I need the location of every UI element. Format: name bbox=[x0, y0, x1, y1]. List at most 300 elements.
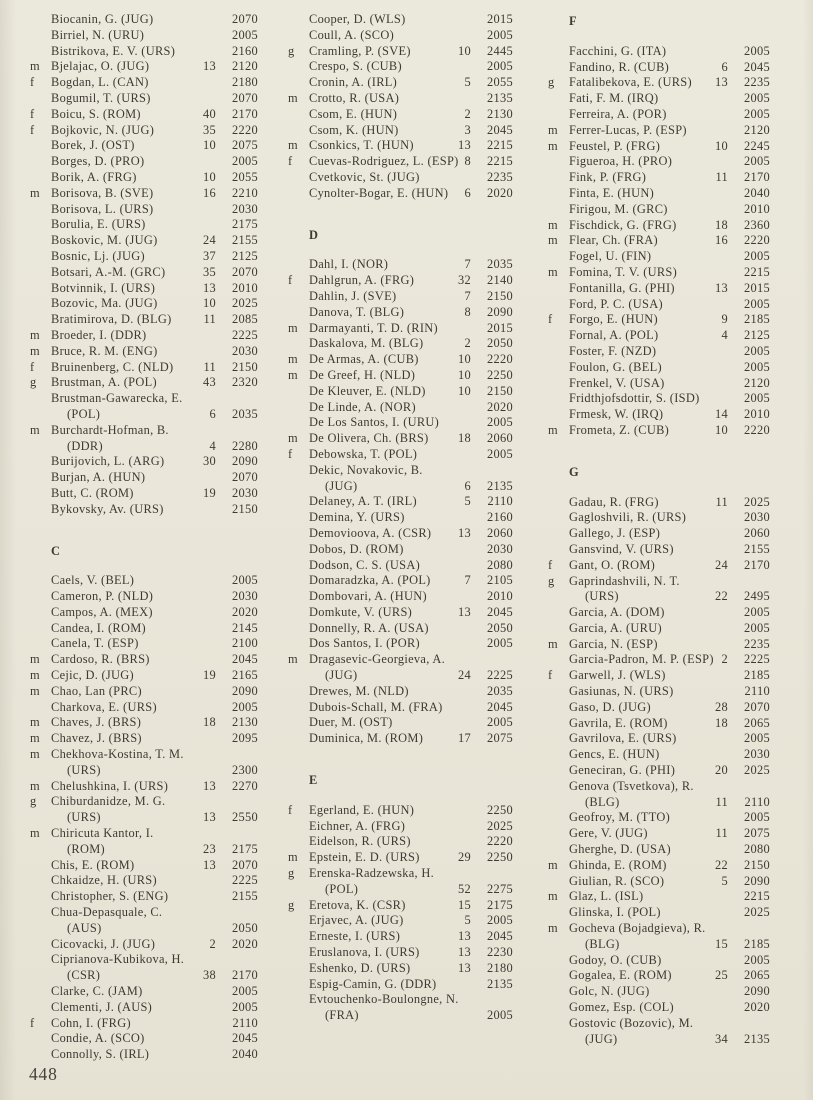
entry-name: Garcia, A. (DOM) bbox=[569, 605, 665, 620]
entry-rating: 2280 bbox=[232, 438, 258, 453]
entry-name: Geneciran, G. (PHI) bbox=[569, 763, 676, 778]
entry-name: Fogel, U. (FIN) bbox=[569, 249, 652, 264]
entry-rating: 2065 bbox=[744, 968, 770, 983]
list-item bbox=[548, 233, 772, 249]
rating-list-column-left bbox=[30, 12, 260, 1063]
entry-name: Frmesk, W. (IRQ) bbox=[569, 407, 664, 422]
entry-name: Boicu, S. (ROM) bbox=[51, 106, 141, 121]
entry-games: 7 bbox=[464, 573, 471, 588]
entry-name: Garwell, J. (WLS) bbox=[569, 668, 666, 683]
entry-games: 15 bbox=[715, 936, 728, 951]
list-item bbox=[288, 289, 515, 305]
entry-name: Foster, F. (NZD) bbox=[569, 343, 657, 358]
list-item bbox=[548, 953, 772, 969]
list-item bbox=[548, 186, 772, 202]
list-item bbox=[548, 1000, 772, 1016]
entry-name: Borisova, B. (SVE) bbox=[51, 185, 154, 200]
list-item bbox=[30, 779, 260, 795]
list-item bbox=[288, 463, 515, 479]
entry-name: Evtouchenko-Boulongne, N. bbox=[309, 992, 459, 1007]
entry-name: Duer, M. (OST) bbox=[309, 715, 393, 730]
entry-name: Cohn, I. (FRG) bbox=[51, 1015, 131, 1030]
entry-rating: 2180 bbox=[232, 75, 258, 90]
list-item bbox=[548, 170, 772, 186]
entry-name: Chiburdanidze, M. G. bbox=[51, 794, 166, 809]
title-prefix: m bbox=[548, 636, 558, 651]
list-item bbox=[288, 170, 515, 186]
entry-name: Glaz, L. (ISL) bbox=[569, 889, 644, 904]
entry-name: Bozovic, Ma. (JUG) bbox=[51, 296, 158, 311]
entry-name: Bruce, R. M. (ENG) bbox=[51, 343, 158, 358]
entry-rating: 2135 bbox=[487, 478, 513, 493]
entry-rating: 2550 bbox=[232, 810, 258, 825]
entry-rating: 2090 bbox=[744, 984, 770, 999]
entry-name: Connolly, S. (IRL) bbox=[51, 1047, 150, 1062]
entry-rating: 2235 bbox=[744, 636, 770, 651]
entry-name: Campos, A. (MEX) bbox=[51, 604, 153, 619]
title-prefix: g bbox=[548, 75, 555, 90]
entry-name: Cameron, P. (NLD) bbox=[51, 589, 154, 604]
entry-name: Fandino, R. (CUB) bbox=[569, 59, 670, 74]
entry-name: Eruslanova, I. (URS) bbox=[309, 945, 420, 960]
entry-name: Csonkics, T. (HUN) bbox=[309, 138, 414, 153]
list-item bbox=[30, 652, 260, 668]
entry-name: (BLG) bbox=[585, 794, 620, 809]
entry-games: 25 bbox=[715, 968, 728, 983]
list-item bbox=[548, 344, 772, 360]
list-item bbox=[548, 123, 772, 139]
list-item bbox=[30, 905, 260, 921]
entry-rating: 2120 bbox=[744, 122, 770, 137]
title-prefix: f bbox=[288, 273, 293, 288]
list-item bbox=[288, 882, 515, 898]
entry-name: Daskalova, M. (BLG) bbox=[309, 336, 424, 351]
entry-name: De Olivera, Ch. (BRS) bbox=[309, 431, 429, 446]
list-item bbox=[288, 510, 515, 526]
entry-name: (CSR) bbox=[67, 968, 101, 983]
entry-games: 16 bbox=[203, 185, 216, 200]
list-item bbox=[30, 391, 260, 407]
list-item bbox=[548, 937, 772, 953]
title-prefix: m bbox=[30, 343, 40, 358]
entry-games: 23 bbox=[203, 841, 216, 856]
list-item bbox=[288, 12, 515, 28]
entry-rating: 2005 bbox=[487, 1008, 513, 1023]
page-number: 448 bbox=[29, 1064, 58, 1084]
list-item bbox=[288, 621, 515, 637]
entry-games: 24 bbox=[715, 557, 728, 572]
entry-rating: 2090 bbox=[232, 454, 258, 469]
entry-rating: 2005 bbox=[487, 59, 513, 74]
list-item bbox=[30, 937, 260, 953]
list-item bbox=[548, 1016, 772, 1032]
entry-name: (URS) bbox=[67, 810, 101, 825]
entry-rating: 2150 bbox=[232, 501, 258, 516]
list-item bbox=[30, 407, 260, 423]
entry-rating: 2150 bbox=[232, 359, 258, 374]
entry-games: 16 bbox=[715, 233, 728, 248]
entry-name: Borulia, E. (URS) bbox=[51, 217, 146, 232]
entry-games: 32 bbox=[458, 273, 471, 288]
entry-games: 11 bbox=[203, 359, 216, 374]
list-item bbox=[288, 479, 515, 495]
list-item bbox=[30, 842, 260, 858]
entry-name: Gaso, D. (JUG) bbox=[569, 699, 651, 714]
title-prefix: m bbox=[288, 367, 298, 382]
list-item bbox=[30, 249, 260, 265]
entry-rating: 2210 bbox=[232, 185, 258, 200]
entry-rating: 2120 bbox=[744, 375, 770, 390]
list-item bbox=[30, 826, 260, 842]
entry-rating: 2160 bbox=[232, 43, 258, 58]
list-item bbox=[30, 202, 260, 218]
entry-name: Cicovacki, J. (JUG) bbox=[51, 936, 156, 951]
entry-name: (POL) bbox=[67, 406, 101, 421]
entry-games: 6 bbox=[464, 478, 471, 493]
list-item bbox=[288, 866, 515, 882]
list-item bbox=[288, 59, 515, 75]
entry-games: 8 bbox=[464, 154, 471, 169]
entry-rating: 2090 bbox=[487, 304, 513, 319]
entry-rating: 2250 bbox=[487, 850, 513, 865]
list-item bbox=[548, 139, 772, 155]
entry-rating: 2040 bbox=[744, 185, 770, 200]
section-header: F bbox=[569, 14, 578, 28]
title-prefix: f bbox=[30, 1015, 35, 1030]
list-item bbox=[288, 668, 515, 684]
entry-name: Eichner, A. (FRG) bbox=[309, 818, 406, 833]
entry-rating: 2005 bbox=[232, 154, 258, 169]
entry-games: 11 bbox=[715, 170, 728, 185]
entry-rating: 2005 bbox=[744, 952, 770, 967]
list-item bbox=[548, 75, 772, 91]
entry-rating: 2015 bbox=[487, 320, 513, 335]
entry-name: Cynolter-Bogar, E. (HUN) bbox=[309, 185, 449, 200]
entry-rating: 2170 bbox=[744, 170, 770, 185]
entry-name: Gherghe, D. (USA) bbox=[569, 842, 671, 857]
entry-name: Egerland, E. (HUN) bbox=[309, 802, 415, 817]
entry-games: 10 bbox=[715, 422, 728, 437]
entry-rating: 2170 bbox=[744, 557, 770, 572]
entry-rating: 2185 bbox=[744, 936, 770, 951]
entry-name: Domaradzka, A. (POL) bbox=[309, 573, 431, 588]
list-item bbox=[548, 391, 772, 407]
list-item bbox=[288, 977, 515, 993]
list-item bbox=[548, 423, 772, 439]
entry-games: 18 bbox=[715, 217, 728, 232]
entry-rating: 2220 bbox=[232, 122, 258, 137]
entry-name: Gogalea, E. (ROM) bbox=[569, 968, 672, 983]
entry-name: Forgo, E. (HUN) bbox=[569, 312, 658, 327]
entry-games: 10 bbox=[203, 169, 216, 184]
list-item bbox=[548, 921, 772, 937]
entry-name: (JUG) bbox=[585, 1031, 618, 1046]
entry-name: Epstein, E. D. (URS) bbox=[309, 850, 420, 865]
entry-name: Candea, I. (ROM) bbox=[51, 620, 146, 635]
list-item bbox=[30, 186, 260, 202]
list-item bbox=[548, 621, 772, 637]
list-item bbox=[548, 889, 772, 905]
entry-rating: 2080 bbox=[487, 557, 513, 572]
entry-games: 19 bbox=[203, 668, 216, 683]
entry-games: 13 bbox=[715, 280, 728, 295]
list-item bbox=[548, 668, 772, 684]
list-item bbox=[288, 992, 515, 1008]
list-item bbox=[30, 360, 260, 376]
entry-name: Ford, P. C. (USA) bbox=[569, 296, 663, 311]
entry-name: Ciprianova-Kubikova, H. bbox=[51, 952, 185, 967]
entry-name: Charkova, E. (URS) bbox=[51, 699, 157, 714]
entry-rating: 2010 bbox=[744, 201, 770, 216]
entry-name: (URS) bbox=[67, 762, 101, 777]
list-item bbox=[288, 447, 515, 463]
entry-name: Fridthjofsdottir, S. (ISD) bbox=[569, 391, 700, 406]
list-item bbox=[30, 423, 260, 439]
list-item bbox=[548, 637, 772, 653]
entry-name: Dobos, D. (ROM) bbox=[309, 541, 404, 556]
entry-name: Chaves, J. (BRS) bbox=[51, 715, 142, 730]
list-item bbox=[548, 328, 772, 344]
title-prefix: m bbox=[30, 778, 40, 793]
list-item bbox=[548, 495, 772, 511]
list-item bbox=[288, 700, 515, 716]
entry-rating: 2005 bbox=[744, 810, 770, 825]
entry-games: 18 bbox=[458, 431, 471, 446]
entry-name: Glinska, I. (POL) bbox=[569, 905, 661, 920]
entry-rating: 2010 bbox=[487, 589, 513, 604]
list-item bbox=[30, 731, 260, 747]
entry-name: Figueroa, H. (PRO) bbox=[569, 154, 673, 169]
entry-games: 52 bbox=[458, 881, 471, 896]
entry-name: Borik, A. (FRG) bbox=[51, 169, 137, 184]
entry-games: 10 bbox=[458, 43, 471, 58]
entry-name: Gagloshvili, R. (URS) bbox=[569, 510, 687, 525]
entry-rating: 2085 bbox=[232, 312, 258, 327]
list-item bbox=[548, 574, 772, 590]
title-prefix: m bbox=[288, 352, 298, 367]
title-prefix: m bbox=[30, 715, 40, 730]
list-item bbox=[30, 59, 260, 75]
entry-games: 2 bbox=[464, 336, 471, 351]
entry-name: Geofroy, M. (TTO) bbox=[569, 810, 671, 825]
entry-rating: 2075 bbox=[487, 731, 513, 746]
list-item bbox=[288, 75, 515, 91]
entry-rating: 2105 bbox=[487, 573, 513, 588]
entry-games: 5 bbox=[464, 913, 471, 928]
entry-name: De Armas, A. (CUB) bbox=[309, 352, 419, 367]
entry-name: Espig-Camin, G. (DDR) bbox=[309, 976, 437, 991]
list-item bbox=[288, 123, 515, 139]
entry-rating: 2225 bbox=[487, 668, 513, 683]
entry-name: Eshenko, D. (URS) bbox=[309, 960, 411, 975]
entry-name: (BLG) bbox=[585, 936, 620, 951]
entry-name: Canela, T. (ESP) bbox=[51, 636, 139, 651]
list-item bbox=[288, 336, 515, 352]
entry-games: 13 bbox=[458, 525, 471, 540]
entry-rating: 2005 bbox=[487, 913, 513, 928]
entry-name: Dubois-Schall, M. (FRA) bbox=[309, 699, 443, 714]
list-item bbox=[288, 652, 515, 668]
entry-name: (JUG) bbox=[325, 668, 358, 683]
list-item bbox=[30, 921, 260, 937]
title-prefix: g bbox=[288, 43, 295, 58]
entry-games: 5 bbox=[721, 873, 728, 888]
list-item bbox=[288, 945, 515, 961]
entry-rating: 2225 bbox=[232, 873, 258, 888]
entry-games: 13 bbox=[458, 960, 471, 975]
entry-rating: 2015 bbox=[487, 12, 513, 26]
entry-name: Fati, F. M. (IRQ) bbox=[569, 91, 659, 106]
list-item bbox=[288, 431, 515, 447]
entry-rating: 2185 bbox=[744, 668, 770, 683]
entry-rating: 2060 bbox=[487, 431, 513, 446]
entry-name: Condie, A. (SCO) bbox=[51, 1031, 145, 1046]
entry-rating: 2235 bbox=[744, 75, 770, 90]
entry-rating: 2225 bbox=[232, 327, 258, 342]
entry-name: Facchini, G. (ITA) bbox=[569, 43, 667, 58]
list-item bbox=[288, 558, 515, 574]
entry-rating: 2005 bbox=[232, 999, 258, 1014]
entry-games: 37 bbox=[203, 248, 216, 263]
list-item bbox=[30, 747, 260, 763]
list-item bbox=[30, 636, 260, 652]
entry-name: Caels, V. (BEL) bbox=[51, 573, 135, 588]
list-item bbox=[548, 652, 772, 668]
list-item bbox=[548, 779, 772, 795]
list-item bbox=[548, 858, 772, 874]
entry-games: 2 bbox=[721, 652, 728, 667]
entry-name: Eretova, K. (CSR) bbox=[309, 897, 406, 912]
title-prefix: f bbox=[548, 557, 553, 572]
entry-rating: 2220 bbox=[487, 352, 513, 367]
entry-rating: 2030 bbox=[232, 589, 258, 604]
entry-rating: 2035 bbox=[487, 683, 513, 698]
entry-games: 43 bbox=[203, 375, 216, 390]
entry-name: Chiricuta Kantor, I. bbox=[51, 826, 154, 841]
list-item bbox=[548, 558, 772, 574]
entry-rating: 2150 bbox=[487, 288, 513, 303]
entry-rating: 2180 bbox=[487, 960, 513, 975]
entry-rating: 2025 bbox=[744, 905, 770, 920]
entry-rating: 2155 bbox=[232, 233, 258, 248]
entry-rating: 2070 bbox=[232, 264, 258, 279]
entry-rating: 2125 bbox=[232, 248, 258, 263]
entry-games: 2 bbox=[209, 936, 216, 951]
entry-rating: 2215 bbox=[487, 154, 513, 169]
entry-games: 4 bbox=[209, 438, 216, 453]
entry-name: Gere, V. (JUG) bbox=[569, 826, 648, 841]
entry-rating: 2050 bbox=[232, 920, 258, 935]
list-item bbox=[30, 1000, 260, 1016]
title-prefix: m bbox=[548, 857, 558, 872]
section-header: G bbox=[569, 464, 580, 479]
list-item bbox=[548, 763, 772, 779]
entry-name: Gomez, Esp. (COL) bbox=[569, 1000, 674, 1015]
title-prefix: m bbox=[288, 90, 298, 105]
entry-rating: 2025 bbox=[232, 296, 258, 311]
entry-name: Birriel, N. (URU) bbox=[51, 27, 145, 42]
list-item bbox=[30, 265, 260, 281]
list-item bbox=[30, 589, 260, 605]
entry-name: Erenska-Radzewska, H. bbox=[309, 866, 434, 881]
entry-rating: 2125 bbox=[744, 328, 770, 343]
entry-games: 13 bbox=[203, 810, 216, 825]
entry-name: Erneste, I. (URS) bbox=[309, 929, 401, 944]
list-item bbox=[548, 905, 772, 921]
list-item bbox=[548, 44, 772, 60]
title-prefix: m bbox=[288, 652, 298, 667]
entry-name: Clementi, J. (AUS) bbox=[51, 999, 153, 1014]
entry-rating: 2075 bbox=[232, 138, 258, 153]
list-item bbox=[30, 296, 260, 312]
list-item bbox=[548, 281, 772, 297]
list-item bbox=[548, 747, 772, 763]
entry-rating: 2070 bbox=[232, 857, 258, 872]
entry-name: Dahlgrun, A. (FRG) bbox=[309, 273, 415, 288]
entry-name: Chelushkina, I. (URS) bbox=[51, 778, 169, 793]
list-item bbox=[548, 589, 772, 605]
entry-rating: 2005 bbox=[487, 446, 513, 461]
list-item bbox=[548, 265, 772, 281]
entry-games: 9 bbox=[721, 312, 728, 327]
title-prefix: f bbox=[30, 122, 35, 137]
list-item bbox=[288, 494, 515, 510]
entry-rating: 2010 bbox=[232, 280, 258, 295]
entry-name: De Linde, A. (NOR) bbox=[309, 399, 416, 414]
list-item bbox=[288, 257, 515, 273]
entry-name: Brustman, A. (POL) bbox=[51, 375, 157, 390]
entry-games: 22 bbox=[715, 857, 728, 872]
entry-games: 10 bbox=[203, 296, 216, 311]
entry-name: Domkute, V. (URS) bbox=[309, 604, 413, 619]
title-prefix: m bbox=[548, 138, 558, 153]
entry-rating: 2165 bbox=[232, 668, 258, 683]
entry-rating: 2030 bbox=[232, 343, 258, 358]
list-item bbox=[288, 186, 515, 202]
entry-rating: 2005 bbox=[487, 27, 513, 42]
list-item bbox=[30, 1016, 260, 1032]
entry-name: Fischdick, G. (FRG) bbox=[569, 217, 677, 232]
list-item bbox=[30, 454, 260, 470]
list-item bbox=[548, 202, 772, 218]
list-item bbox=[548, 1032, 772, 1048]
entry-rating: 2005 bbox=[744, 296, 770, 311]
list-item bbox=[288, 684, 515, 700]
entry-name: Dos Santos, I. (POR) bbox=[309, 636, 420, 651]
title-prefix: m bbox=[548, 264, 558, 279]
entry-name: De Greef, H. (NLD) bbox=[309, 367, 416, 382]
entry-name: De Kleuver, E. (NLD) bbox=[309, 383, 426, 398]
entry-name: Cramling, P. (SVE) bbox=[309, 43, 411, 58]
entry-rating: 2090 bbox=[232, 683, 258, 698]
entry-name: Erjavec, A. (JUG) bbox=[309, 913, 404, 928]
list-item bbox=[30, 312, 260, 328]
entry-name: Bruinenberg, C. (NLD) bbox=[51, 359, 174, 374]
list-item bbox=[30, 794, 260, 810]
entry-name: Fatalibekova, E. (URS) bbox=[569, 75, 692, 90]
entry-rating: 2155 bbox=[744, 541, 770, 556]
entry-rating: 2070 bbox=[744, 699, 770, 714]
entry-rating: 2120 bbox=[232, 59, 258, 74]
title-prefix: m bbox=[548, 422, 558, 437]
entry-games: 24 bbox=[203, 233, 216, 248]
entry-name: Gasiunas, N. (URS) bbox=[569, 684, 674, 699]
entry-rating: 2020 bbox=[232, 936, 258, 951]
entry-name: Csom, E. (HUN) bbox=[309, 106, 398, 121]
entry-rating: 2065 bbox=[744, 715, 770, 730]
entry-name: Bosnic, Lj. (JUG) bbox=[51, 248, 145, 263]
entry-games: 13 bbox=[203, 59, 216, 74]
